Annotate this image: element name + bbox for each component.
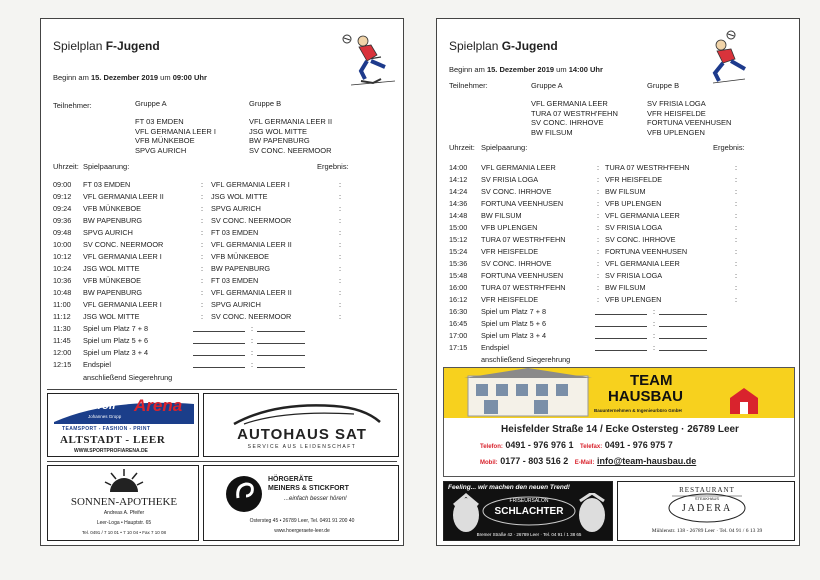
mobile-number: 0177 - 803 516 2 (500, 456, 569, 466)
hoergeraete-address: Ostersteg 45 • 26789 Leer, Tel. 0491 91 200 40 (249, 518, 355, 524)
match-time: 10:12 (53, 252, 72, 261)
match-time: 09:24 (53, 204, 72, 213)
fax-number: 0491 - 976 975 7 (604, 440, 673, 450)
match-separator: : (201, 180, 204, 189)
match-separator: : (201, 228, 204, 237)
match-home-team: TURA 07 WESTRH'FEHN (481, 283, 566, 292)
team-name: VFL GERMANIA LEER II (249, 117, 333, 126)
match-home-team: BW PAPENBURG (83, 288, 143, 297)
ad-restaurant-jadera (617, 481, 795, 541)
team-name: BW FILSUM (531, 127, 573, 137)
match-time: 09:00 (53, 180, 72, 189)
placement-separator: : (653, 331, 656, 340)
match-away-team: BW FILSUM (605, 283, 646, 292)
match-result-separator: : (339, 228, 342, 237)
match-result-separator: : (735, 295, 738, 304)
group-b-list (249, 117, 332, 155)
apotheke-phone: Tel. 0491 / 7 10 01 • 7 10 04 • Fax 7 10 08 (82, 530, 166, 535)
group-a-label: Gruppe A (531, 81, 563, 90)
match-home-team: VFB MÜNKEBOE (83, 276, 141, 285)
divider (47, 461, 397, 462)
match-time: 15:00 (449, 223, 468, 232)
placement-separator: : (251, 324, 254, 333)
match-time: 14:00 (449, 163, 468, 172)
hoergeraete-slogan: ...einfach besser hören! (284, 496, 347, 502)
match-result-separator: : (339, 264, 342, 273)
placement-time: 11:30 (53, 324, 71, 333)
match-away-team: VFL GERMANIA LEER (605, 259, 680, 268)
sportprofi-url: WWW.SPORTPROFIARENA.DE (74, 448, 148, 454)
match-home-team: SV CONC. IHRHOVE (481, 187, 552, 196)
match-time: 14:48 (449, 211, 468, 220)
match-time: 09:36 (53, 216, 72, 225)
match-away-team: BW FILSUM (605, 187, 646, 196)
match-separator: : (201, 312, 204, 321)
title-prefix: Spielplan (53, 39, 106, 53)
page-title (449, 39, 558, 53)
match-result-separator: : (339, 276, 342, 285)
match-away-team: SV CONC. NEERMOOR (211, 216, 292, 225)
match-home-team: VFR HEISFELDE (481, 295, 539, 304)
sportprofi-name: ALTSTADT - LEER (60, 434, 166, 446)
email-label: E-Mail: (574, 460, 595, 466)
match-result-separator: : (339, 312, 342, 321)
match-time: 10:48 (53, 288, 72, 297)
match-time: 14:12 (449, 175, 468, 184)
email-link[interactable]: info@team-hausbau.de (596, 456, 697, 466)
match-away-team: SV CONC. IHRHOVE (605, 235, 676, 244)
award-ceremony-note: anschließend Siegerehrung (83, 373, 173, 382)
match-time: 16:00 (449, 283, 468, 292)
match-separator: : (597, 271, 600, 280)
apotheke-address: Leer-Loga • Hauptstr. 65 (96, 520, 152, 526)
placement-label: Endspiel (83, 360, 111, 369)
begin-time: 14:00 Uhr (568, 65, 603, 74)
group-b-list (647, 99, 731, 137)
match-time: 10:36 (53, 276, 72, 285)
match-time: 15:48 (449, 271, 468, 280)
match-home-team: VFL GERMANIA LEER I (83, 300, 162, 309)
placement-label: Endspiel (481, 343, 509, 352)
group-a-list (531, 99, 618, 137)
match-result-separator: : (339, 192, 342, 201)
schlachter-pre: FRISEURSALON (509, 498, 549, 504)
match-away-team: BW PAPENBURG (211, 264, 271, 273)
placement-separator: : (251, 336, 254, 345)
team-name: TURA 07 WESTRH'FEHN (531, 108, 618, 118)
match-away-team: TURA 07 WESTRH'FEHN (605, 163, 690, 172)
match-away-team: SV FRISIA LOGA (605, 271, 663, 280)
begin-prefix: Beginn am (53, 73, 91, 82)
placement-label: Spiel um Platz 3 + 4 (481, 331, 547, 340)
team-name: FORTUNA VEENHUSEN (647, 118, 732, 128)
result-header: Ergebnis: (713, 143, 745, 152)
car-silhouette-icon (204, 398, 399, 428)
begin-prefix: Beginn am (449, 65, 487, 74)
match-away-team: VFB MÜNKEBOE (211, 252, 269, 261)
participants-label: Teilnehmer: (53, 101, 92, 110)
match-separator: : (597, 259, 600, 268)
team-name: VFL GERMANIA LEER (531, 99, 608, 108)
match-home-team: TURA 07 WESTRH'FEHN (481, 235, 566, 244)
hausbau-sub: Bauunternehmen & Ingenieurbüro GmbH (594, 408, 682, 413)
divider (47, 389, 397, 390)
match-separator: : (201, 300, 204, 309)
title-prefix: Spielplan (449, 39, 502, 53)
match-away-team: FT 03 EMDEN (211, 276, 259, 285)
match-result-separator: : (339, 252, 342, 261)
hausbau-phones (480, 440, 673, 450)
schlachter-address: Bremer Straße 42 · 26789 Leer · Tel. 04 91 / 1 38 65 (476, 532, 582, 537)
team-name: FT 03 EMDEN (135, 117, 184, 126)
match-result-separator: : (735, 211, 738, 220)
time-header: Uhrzeit: (449, 143, 475, 152)
match-home-team: VFL GERMANIA LEER I (83, 252, 162, 261)
match-home-team: SV CONC. IHRHOVE (481, 259, 552, 268)
apotheke-name: SONNEN-APOTHEKE (70, 496, 178, 508)
sportprofi-brand2: Arena (134, 396, 183, 415)
schedule-sheet-f-jugend (40, 18, 404, 546)
match-result-separator: : (339, 180, 342, 189)
hausbau-address: Heisfelder Straße 14 / Ecke Ostersteg · 26789 Leer (501, 424, 739, 435)
match-separator: : (597, 283, 600, 292)
match-separator: : (597, 163, 600, 172)
award-ceremony-note: anschließend Siegerehrung (481, 355, 571, 364)
sportprofi-sub: Johannes Gropp (88, 414, 122, 419)
schlachter-name: SCHLACHTER (494, 506, 564, 517)
title-main: F-Jugend (105, 39, 160, 53)
match-away-team: VFR HEISFELDE (605, 175, 663, 184)
pairing-header: Spielpaarung: (83, 162, 130, 171)
match-home-team: SV FRISIA LOGA (481, 175, 539, 184)
start-info (53, 73, 207, 82)
team-name: SV CONC. IHRHOVE (531, 118, 604, 128)
match-separator: : (201, 264, 204, 273)
sportprofi-brand1: Sport-Profi (58, 400, 116, 412)
match-separator: : (201, 276, 204, 285)
autohaus-name: AUTOHAUS SAT (237, 426, 367, 443)
time-header: Uhrzeit: (53, 162, 79, 171)
match-time: 14:24 (449, 187, 468, 196)
jadera-address: Mühlenstr. 138 - 26789 Leer · Tel. 04 91 / 6 13 39 (651, 528, 763, 534)
ear-logo-icon (224, 474, 264, 514)
match-away-team: VFB UPLENGEN (605, 295, 662, 304)
match-home-team: JSG WOL MITTE (83, 264, 140, 273)
soccer-kid-icon (701, 29, 757, 85)
placement-separator: : (251, 360, 254, 369)
team-name: VFB MÜNKEBOE (135, 136, 195, 146)
match-home-team: JSG WOL MITTE (83, 312, 140, 321)
match-time: 11:12 (53, 312, 71, 321)
team-name: BW PAPENBURG (249, 136, 310, 146)
hoergeraete-line2: MEINERS & STICKFORT (268, 485, 349, 492)
jadera-pre: RESTAURANT (679, 486, 735, 494)
ad-sonnen-apotheke (47, 465, 199, 541)
ad-sportprofi-arena (47, 393, 199, 457)
match-time: 16:12 (449, 295, 468, 304)
result-header: Ergebnis: (317, 162, 349, 171)
match-separator: : (201, 216, 204, 225)
match-away-team: SV CONC. NEERMOOR (211, 312, 292, 321)
match-away-team: VFL GERMANIA LEER II (211, 288, 292, 297)
begin-date: 15. Dezember 2019 (486, 65, 555, 74)
jadera-name: JADERA (681, 503, 733, 514)
match-home-team: FORTUNA VEENHUSEN (481, 271, 564, 280)
match-result-separator: : (735, 175, 738, 184)
match-result-separator: : (339, 240, 342, 249)
placement-time: 16:30 (449, 307, 468, 316)
match-separator: : (201, 288, 204, 297)
match-result-separator: : (735, 259, 738, 268)
match-home-team: FORTUNA VEENHUSEN (481, 199, 564, 208)
match-separator: : (597, 175, 600, 184)
match-home-team: VFL GERMANIA LEER (481, 163, 556, 172)
placement-label: Spiel um Platz 5 + 6 (481, 319, 547, 328)
group-b-label: Gruppe B (249, 99, 282, 108)
match-away-team: FORTUNA VEENHUSEN (605, 247, 688, 256)
team-name: VFR HEISFELDE (647, 108, 706, 118)
sun-logo-icon (104, 468, 144, 494)
match-time: 09:12 (53, 192, 72, 201)
match-home-team: VFR HEISFELDE (481, 247, 539, 256)
match-time: 10:24 (53, 264, 72, 273)
match-result-separator: : (339, 204, 342, 213)
match-separator: : (597, 223, 600, 232)
sportprofi-tagline: TEAMSPORT - FASHION - PRINT (62, 426, 151, 432)
match-separator: : (201, 204, 204, 213)
placement-label: Spiel um Platz 5 + 6 (83, 336, 149, 345)
participants-label: Teilnehmer: (449, 81, 488, 90)
placement-time: 11:45 (53, 336, 71, 345)
match-time: 15:36 (449, 259, 468, 268)
autohaus-tagline: SERVICE AUS LEIDENSCHAFT (247, 444, 357, 450)
match-result-separator: : (735, 247, 738, 256)
match-time: 10:00 (53, 240, 72, 249)
match-result-separator: : (339, 300, 342, 309)
match-result-separator: : (735, 235, 738, 244)
match-time: 14:36 (449, 199, 468, 208)
match-separator: : (201, 252, 204, 261)
match-separator: : (201, 240, 204, 249)
placement-separator: : (251, 348, 254, 357)
match-separator: : (201, 192, 204, 201)
jadera-sub: STEAKHAUS (694, 496, 720, 501)
match-home-team: VFL GERMANIA LEER II (83, 192, 164, 201)
ad-team-hausbau (443, 367, 795, 477)
team-name: JSG WOL MITTE (249, 126, 308, 136)
page-title (53, 39, 160, 53)
team-name: SPVG AURICH (135, 145, 187, 155)
match-result-separator: : (735, 223, 738, 232)
begin-mid: um (554, 65, 569, 74)
soccer-kid-icon (341, 31, 397, 87)
match-result-separator: : (735, 199, 738, 208)
team-name: VFL GERMANIA LEER I (135, 126, 216, 136)
team-name: VFB UPLENGEN (647, 127, 705, 137)
match-result-separator: : (735, 163, 738, 172)
match-away-team: VFL GERMANIA LEER I (211, 180, 290, 189)
match-separator: : (597, 295, 600, 304)
begin-mid: um (158, 73, 173, 82)
match-time: 15:12 (449, 235, 468, 244)
match-time: 15:24 (449, 247, 468, 256)
match-home-team: BW FILSUM (481, 211, 522, 220)
match-home-team: SV CONC. NEERMOOR (83, 240, 164, 249)
placement-label: Spiel um Platz 7 + 8 (481, 307, 547, 316)
match-separator: : (597, 247, 600, 256)
match-home-team: SPVG AURICH (83, 228, 133, 237)
apotheke-owner: Andreas A. Pfeifer (103, 510, 145, 516)
group-a-label: Gruppe A (135, 99, 167, 108)
match-away-team: FT 03 EMDEN (211, 228, 259, 237)
placement-separator: : (653, 307, 656, 316)
phone-label: Telefon: (480, 444, 503, 450)
schlachter-headline: Feeling... wir machen den neuen Trend! (448, 484, 570, 491)
hausbau-contact (480, 456, 696, 466)
match-separator: : (597, 187, 600, 196)
schedule-sheet-g-jugend (436, 18, 800, 546)
start-info (449, 65, 603, 74)
team-name: SV CONC. NEERMOOR (249, 145, 332, 155)
match-result-separator: : (339, 288, 342, 297)
phone-number: 0491 - 976 976 1 (505, 440, 574, 450)
group-b-label: Gruppe B (647, 81, 680, 90)
match-away-team: SPVG AURICH (211, 300, 261, 309)
placement-time: 17:15 (449, 343, 468, 352)
hoergeraete-line1: HÖRGERÄTE (268, 476, 313, 483)
match-result-separator: : (339, 216, 342, 225)
match-away-team: VFB UPLENGEN (605, 199, 662, 208)
mobile-label: Mobil: (480, 460, 498, 466)
placement-label: Spiel um Platz 7 + 8 (83, 324, 149, 333)
placement-separator: : (653, 319, 656, 328)
match-result-separator: : (735, 187, 738, 196)
hoergeraete-url: www.hoergeraete-leer.de (274, 528, 330, 534)
hausbau-brand1: TEAM (630, 372, 673, 389)
ad-autohaus-sat (203, 393, 399, 457)
match-home-team: BW PAPENBURG (83, 216, 143, 225)
ad-hoergeraete (203, 465, 399, 541)
pairing-header: Spielpaarung: (481, 143, 528, 152)
placement-time: 12:15 (53, 360, 72, 369)
placement-label: Spiel um Platz 3 + 4 (83, 348, 149, 357)
hausbau-brand2: HAUSBAU (608, 388, 683, 405)
team-name: SV FRISIA LOGA (647, 99, 706, 108)
match-away-team: VFL GERMANIA LEER (605, 211, 680, 220)
fax-label: Telefax: (579, 444, 603, 450)
group-a-list (135, 117, 216, 155)
match-separator: : (597, 199, 600, 208)
ad-friseursalon-schlachter (443, 481, 613, 541)
begin-date: 15. Dezember 2019 (90, 73, 159, 82)
match-result-separator: : (735, 271, 738, 280)
title-main: G-Jugend (501, 39, 558, 53)
match-time: 09:48 (53, 228, 72, 237)
placement-time: 16:45 (449, 319, 468, 328)
match-away-team: SPVG AURICH (211, 204, 261, 213)
placement-separator: : (653, 343, 656, 352)
match-separator: : (597, 235, 600, 244)
placement-time: 17:00 (449, 331, 468, 340)
match-away-team: VFL GERMANIA LEER II (211, 240, 292, 249)
match-home-team: FT 03 EMDEN (83, 180, 131, 189)
match-result-separator: : (735, 283, 738, 292)
match-separator: : (597, 211, 600, 220)
match-home-team: VFB MÜNKEBOE (83, 204, 141, 213)
match-away-team: SV FRISIA LOGA (605, 223, 663, 232)
match-home-team: VFB UPLENGEN (481, 223, 538, 232)
match-away-team: JSG WOL MITTE (211, 192, 268, 201)
placement-time: 12:00 (53, 348, 72, 357)
match-time: 11:00 (53, 300, 71, 309)
begin-time: 09:00 Uhr (172, 73, 207, 82)
